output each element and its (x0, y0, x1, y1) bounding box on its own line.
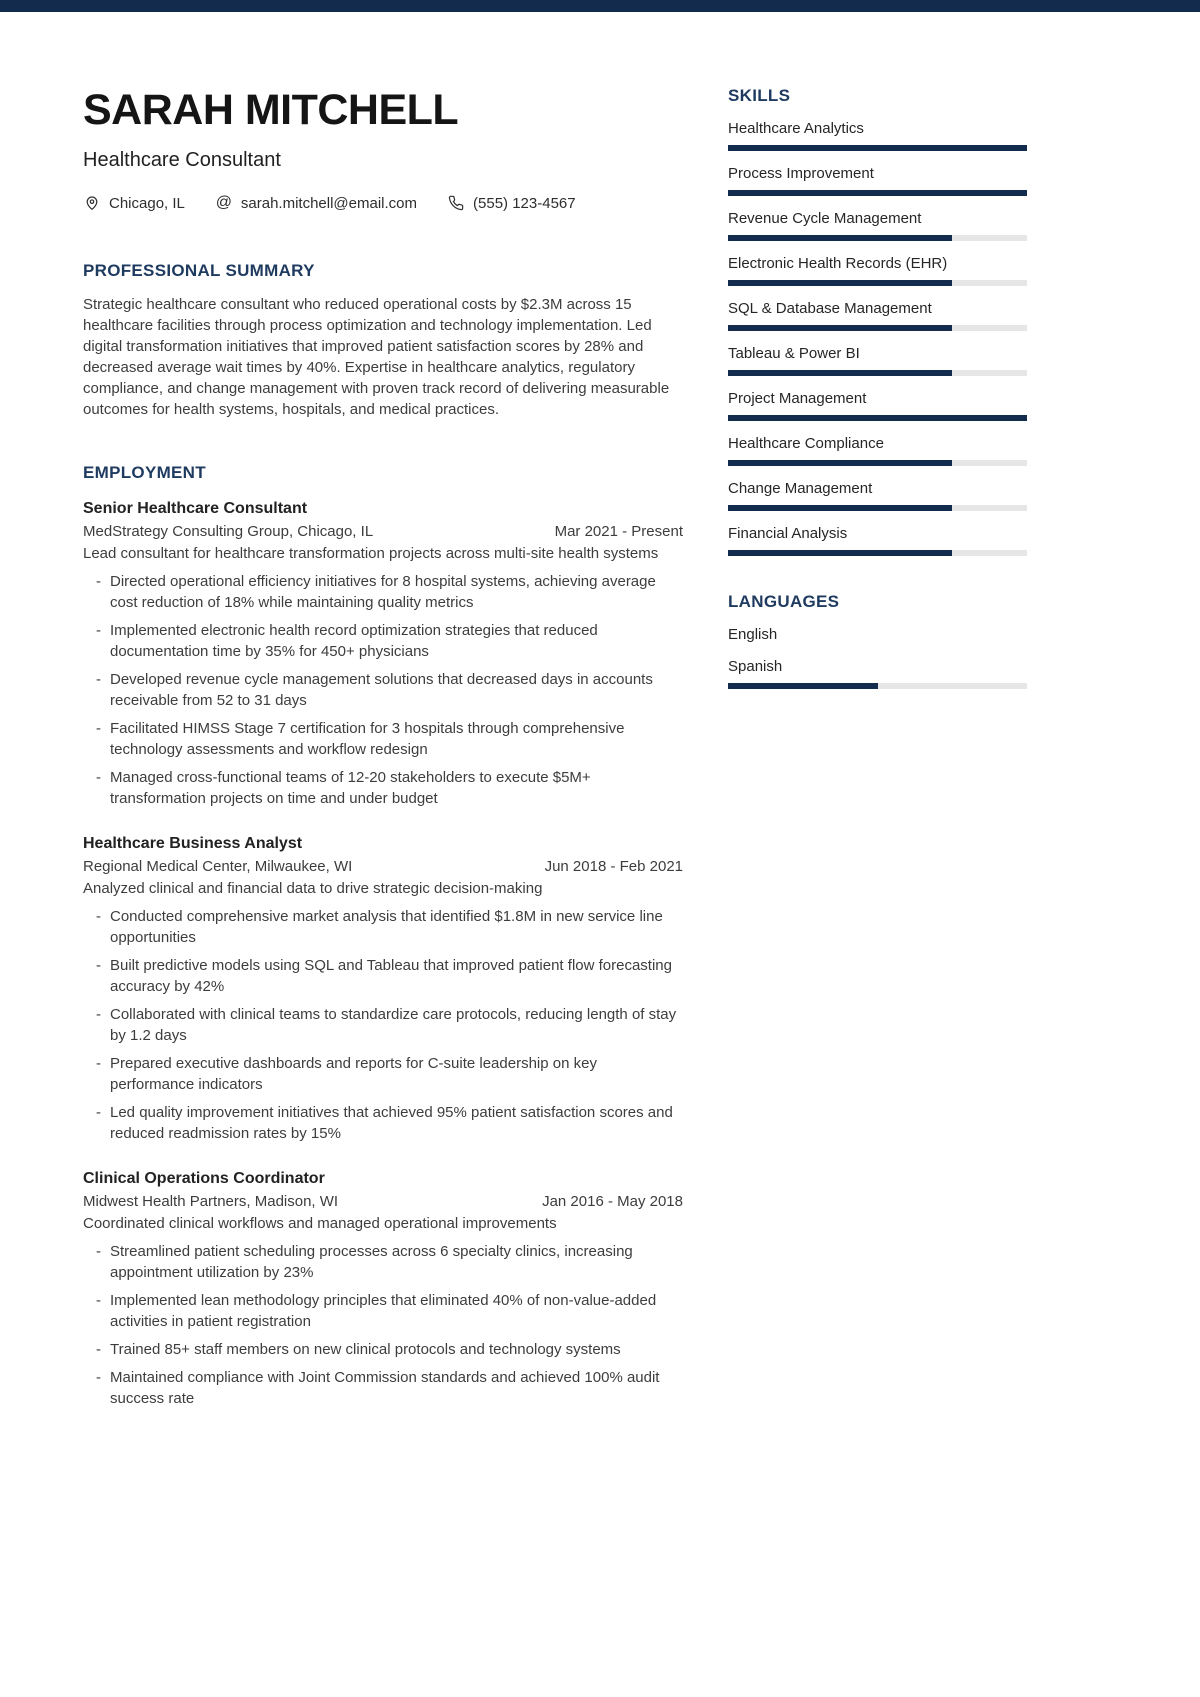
bullet-dash (96, 1102, 110, 1144)
skill-bar-track (728, 145, 1027, 151)
skill-bar-track (728, 683, 1027, 689)
skill-label: Healthcare Compliance (728, 435, 884, 452)
skill-item (728, 120, 1027, 151)
page-content (0, 12, 1200, 1469)
skill-bar-fill (728, 145, 1027, 151)
skill-bar-fill (728, 683, 878, 689)
skill-bar-track (728, 235, 1027, 241)
job-intro: Analyzed clinical and financial data to drive strategic decision-making (83, 880, 543, 898)
skill-label: Financial Analysis (728, 525, 848, 542)
job-dates: Jun 2018 - Feb 2021 (544, 858, 683, 876)
job-company: Midwest Health Partners, Madison, WI (83, 1193, 339, 1211)
skill-item (728, 165, 1027, 196)
language-label: English (728, 626, 778, 643)
job-meta-row (83, 523, 683, 540)
skill-item (728, 480, 1027, 511)
language-item (728, 626, 1027, 643)
job-company: Regional Medical Center, Milwaukee, WI (83, 858, 353, 876)
job-bullet (83, 955, 683, 997)
skill-item (728, 435, 1027, 466)
bullet-dash (96, 1367, 110, 1409)
jobs-list (83, 500, 683, 1409)
bullet-text: Implemented electronic health record optimization strategies that reduced documentation time by 35% for 450+ physicians (110, 622, 598, 661)
job-bullet (83, 620, 683, 662)
languages-list (728, 626, 1027, 689)
bullet-dash (96, 906, 110, 948)
skill-bar-fill (728, 550, 952, 556)
bullet-text: Conducted comprehensive market analysis that identified $1.8M in new service line opportunities (110, 908, 663, 947)
job-meta-row (83, 1193, 683, 1210)
phone-icon (447, 194, 465, 212)
skill-bar-fill (728, 370, 952, 376)
bullet-text: Facilitated HIMSS Stage 7 certification for 3 hospitals through comprehensive technology assessments and workflow redesign (110, 720, 625, 759)
job-intro: Coordinated clinical workflows and managed operational improvements (83, 1215, 557, 1233)
skill-bar-track (728, 505, 1027, 511)
skill-bar-track (728, 550, 1027, 556)
skill-bar-fill (728, 325, 952, 331)
skill-bar-track (728, 370, 1027, 376)
employment-heading: EMPLOYMENT (83, 463, 206, 483)
job-bullet (83, 1053, 683, 1095)
contact-row (83, 194, 683, 212)
skill-bar-track (728, 280, 1027, 286)
skill-item (728, 300, 1027, 331)
sidebar-column (728, 86, 1027, 704)
contact-email-text: sarah.mitchell@email.com (240, 194, 418, 212)
job-bullet (83, 571, 683, 613)
job-intro: Lead consultant for healthcare transformation projects across multi-site health systems (83, 545, 659, 563)
skill-bar-track (728, 190, 1027, 196)
skill-bar-fill (728, 190, 1027, 196)
job-title: Clinical Operations Coordinator (83, 1170, 325, 1188)
skills-list (728, 120, 1027, 556)
bullet-text: Streamlined patient scheduling processes across 6 specialty clinics, increasing appointment utilization by 23% (110, 1243, 633, 1282)
bullet-dash (96, 718, 110, 760)
bullet-text: Maintained compliance with Joint Commission standards and achieved 100% audit success rate (110, 1369, 660, 1408)
bullet-dash (96, 1241, 110, 1283)
skill-label: Tableau & Power BI (728, 345, 860, 362)
job-entry (83, 1170, 683, 1409)
skill-bar-fill (728, 280, 952, 286)
summary-text: Strategic healthcare consultant who reduced operational costs by $2.3M across 15 healthcare facilities through process optimization and technology implementation. Led digital transformation initiatives that improved patient satisfaction scores by 28% and decreased average wait times by 40%. Expertise in healthcare analytics, regulatory compliance, and change management with proven track record of delivering measurable outcomes for health systems, hospitals, and medical practices. (83, 296, 670, 419)
summary-heading: PROFESSIONAL SUMMARY (83, 261, 315, 281)
bullet-dash (96, 1290, 110, 1332)
skill-label: Revenue Cycle Management (728, 210, 922, 227)
skill-bar-track (728, 415, 1027, 421)
contact-location (83, 194, 185, 212)
skill-bar-fill (728, 505, 952, 511)
job-dates: Jan 2016 - May 2018 (542, 1193, 683, 1211)
skill-label: Electronic Health Records (EHR) (728, 255, 948, 272)
job-title: Senior Healthcare Consultant (83, 500, 308, 518)
job-bullet (83, 1102, 683, 1144)
bullet-text: Trained 85+ staff members on new clinical protocols and technology systems (110, 1341, 621, 1359)
bullet-text: Led quality improvement initiatives that achieved 95% patient satisfaction scores and reduced readmission rates by 15% (110, 1104, 673, 1143)
job-bullets (83, 571, 683, 809)
job-title: Healthcare Business Analyst (83, 835, 303, 853)
bullet-dash (96, 767, 110, 809)
main-column (83, 86, 683, 1409)
skill-bar-fill (728, 415, 1027, 421)
job-bullet (83, 1241, 683, 1283)
candidate-name: SARAH MITCHELL (83, 86, 459, 134)
job-bullet (83, 669, 683, 711)
bullet-dash (96, 620, 110, 662)
skill-bar-fill (728, 235, 952, 241)
skill-item (728, 345, 1027, 376)
job-bullet (83, 767, 683, 809)
bullet-text: Collaborated with clinical teams to standardize care protocols, reducing length of stay by 1.2 days (110, 1006, 677, 1045)
at-sign-icon: @ (215, 194, 233, 212)
bullet-dash (96, 1004, 110, 1046)
skill-label: Project Management (728, 390, 867, 407)
job-bullet (83, 1339, 683, 1360)
job-meta-row (83, 858, 683, 875)
skill-item (728, 255, 1027, 286)
skill-item (728, 210, 1027, 241)
language-label: Spanish (728, 658, 783, 675)
bullet-text: Developed revenue cycle management solutions that decreased days in accounts receivable from 52 to 31 days (110, 671, 653, 710)
bullet-dash (96, 1053, 110, 1095)
bullet-dash (96, 955, 110, 997)
bullet-dash (96, 1339, 110, 1360)
skill-label: Healthcare Analytics (728, 120, 864, 137)
contact-email (215, 194, 417, 212)
skill-item (728, 525, 1027, 556)
job-bullet (83, 1290, 683, 1332)
skills-heading: SKILLS (728, 86, 791, 105)
job-bullets (83, 906, 683, 1144)
skill-bar-track (728, 325, 1027, 331)
skill-bar-track (728, 460, 1027, 466)
languages-heading: LANGUAGES (728, 592, 840, 611)
skill-item (728, 390, 1027, 421)
job-entry (83, 835, 683, 1144)
language-item (728, 658, 1027, 689)
bullet-dash (96, 669, 110, 711)
bullet-text: Implemented lean methodology principles that eliminated 40% of non-value-added activities in patient registration (110, 1292, 657, 1331)
job-dates: Mar 2021 - Present (554, 523, 683, 541)
contact-phone-text: (555) 123-4567 (473, 194, 576, 212)
job-bullets (83, 1241, 683, 1409)
bullet-text: Built predictive models using SQL and Tableau that improved patient flow forecasting accuracy by 42% (110, 957, 672, 996)
bullet-text: Prepared executive dashboards and reports for C-suite leadership on key performance indicators (110, 1055, 597, 1094)
skill-label: SQL & Database Management (728, 300, 932, 317)
job-bullet (83, 906, 683, 948)
contact-phone (447, 194, 576, 212)
bullet-dash (96, 571, 110, 613)
job-company: MedStrategy Consulting Group, Chicago, IL (83, 523, 374, 541)
bullet-text: Directed operational efficiency initiatives for 8 hospital systems, achieving average cost reduction of 18% while maintaining quality metrics (110, 573, 656, 612)
job-bullet (83, 1004, 683, 1046)
skill-label: Change Management (728, 480, 873, 497)
job-bullet (83, 1367, 683, 1409)
location-pin-icon (83, 194, 101, 212)
skill-bar-fill (728, 460, 952, 466)
top-accent-bar (0, 0, 1200, 12)
skill-label: Process Improvement (728, 165, 874, 182)
job-bullet (83, 718, 683, 760)
bullet-text: Managed cross-functional teams of 12-20 stakeholders to execute $5M+ transformation projects on time and under budget (110, 769, 591, 808)
job-entry (83, 500, 683, 809)
candidate-title: Healthcare Consultant (83, 149, 281, 172)
contact-location-text: Chicago, IL (109, 194, 185, 212)
